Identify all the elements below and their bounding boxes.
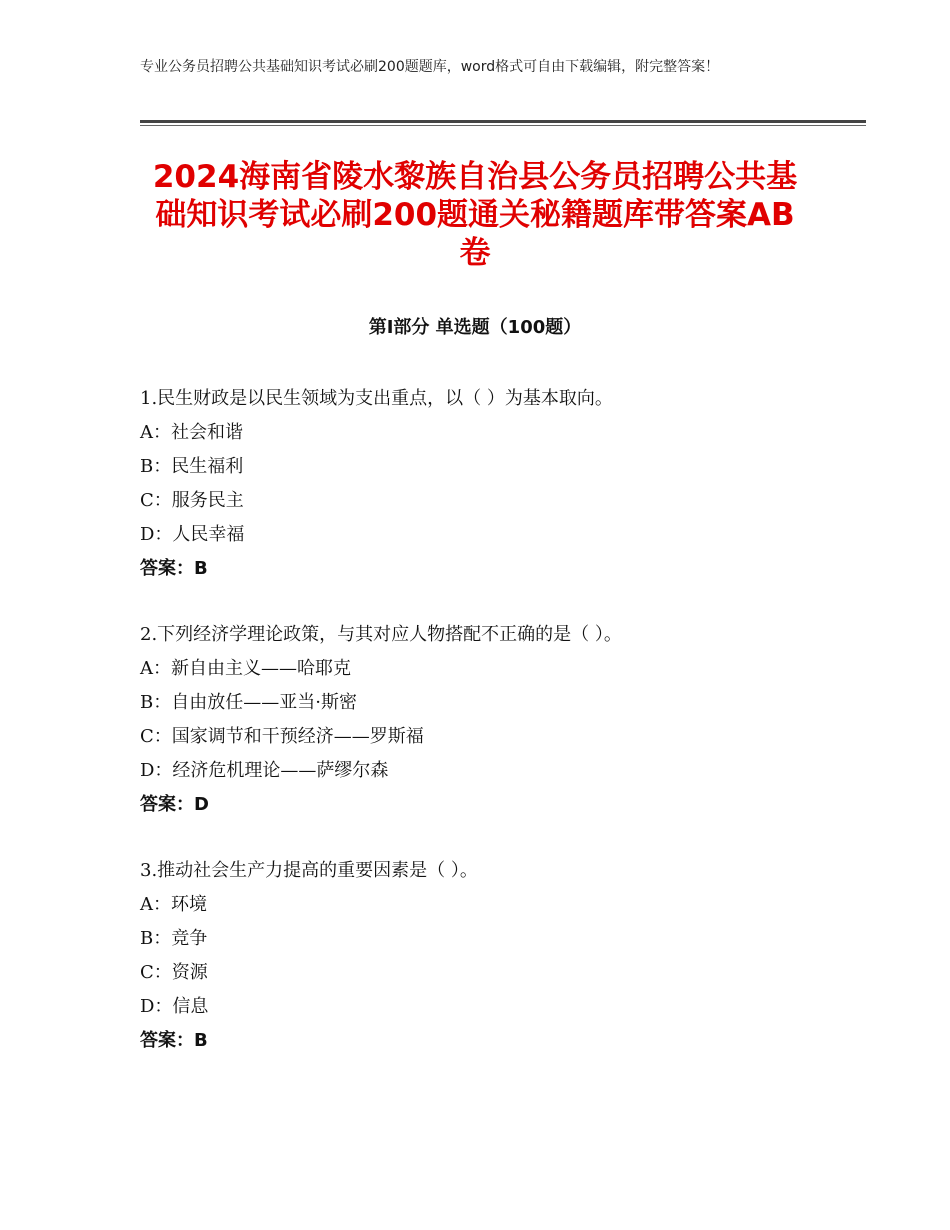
question-stem: 3.推动社会生产力提高的重要因素是（ ）。: [140, 860, 478, 881]
option-b: B：民生福利: [140, 456, 244, 477]
option-c: C：资源: [140, 962, 208, 983]
question-2: [140, 618, 860, 822]
document-title: 2024海南省陵水黎族自治县公务员招聘公共基础知识考试必刷200题通关秘籍题库带答案AB卷: [152, 159, 798, 271]
option-a: A：社会和谐: [140, 422, 243, 443]
option-d: D：经济危机理论——萨缪尔森: [140, 760, 389, 781]
option-a: A：新自由主义——哈耶克: [140, 658, 351, 679]
answer-line: 答案：B: [140, 558, 208, 579]
option-b: B：自由放任——亚当·斯密: [140, 692, 357, 713]
option-c: C：国家调节和干预经济——罗斯福: [140, 726, 424, 747]
option-b: B：竞争: [140, 928, 208, 949]
answer-line: 答案：B: [140, 1030, 208, 1051]
option-d: D：人民幸福: [140, 524, 245, 545]
question-1: [140, 382, 860, 586]
question-list: [140, 382, 860, 1090]
answer-line: 答案：D: [140, 794, 209, 815]
header-rule-thick: [140, 120, 866, 123]
section-title: 第Ⅰ部分 单选题（100题）: [368, 317, 582, 338]
header-note: 专业公务员招聘公共基础知识考试必刷200题题库，word格式可自由下载编辑，附完整答案！: [140, 59, 720, 75]
option-a: A：环境: [140, 894, 207, 915]
question-stem: 1.民生财政是以民生领域为支出重点，以（ ）为基本取向。: [140, 388, 613, 409]
question-3: [140, 854, 860, 1058]
header-rule-thin: [140, 125, 866, 126]
question-stem: 2.下列经济学理论政策，与其对应人物搭配不正确的是（ ）。: [140, 624, 622, 645]
option-d: D：信息: [140, 996, 209, 1017]
option-c: C：服务民主: [140, 490, 244, 511]
